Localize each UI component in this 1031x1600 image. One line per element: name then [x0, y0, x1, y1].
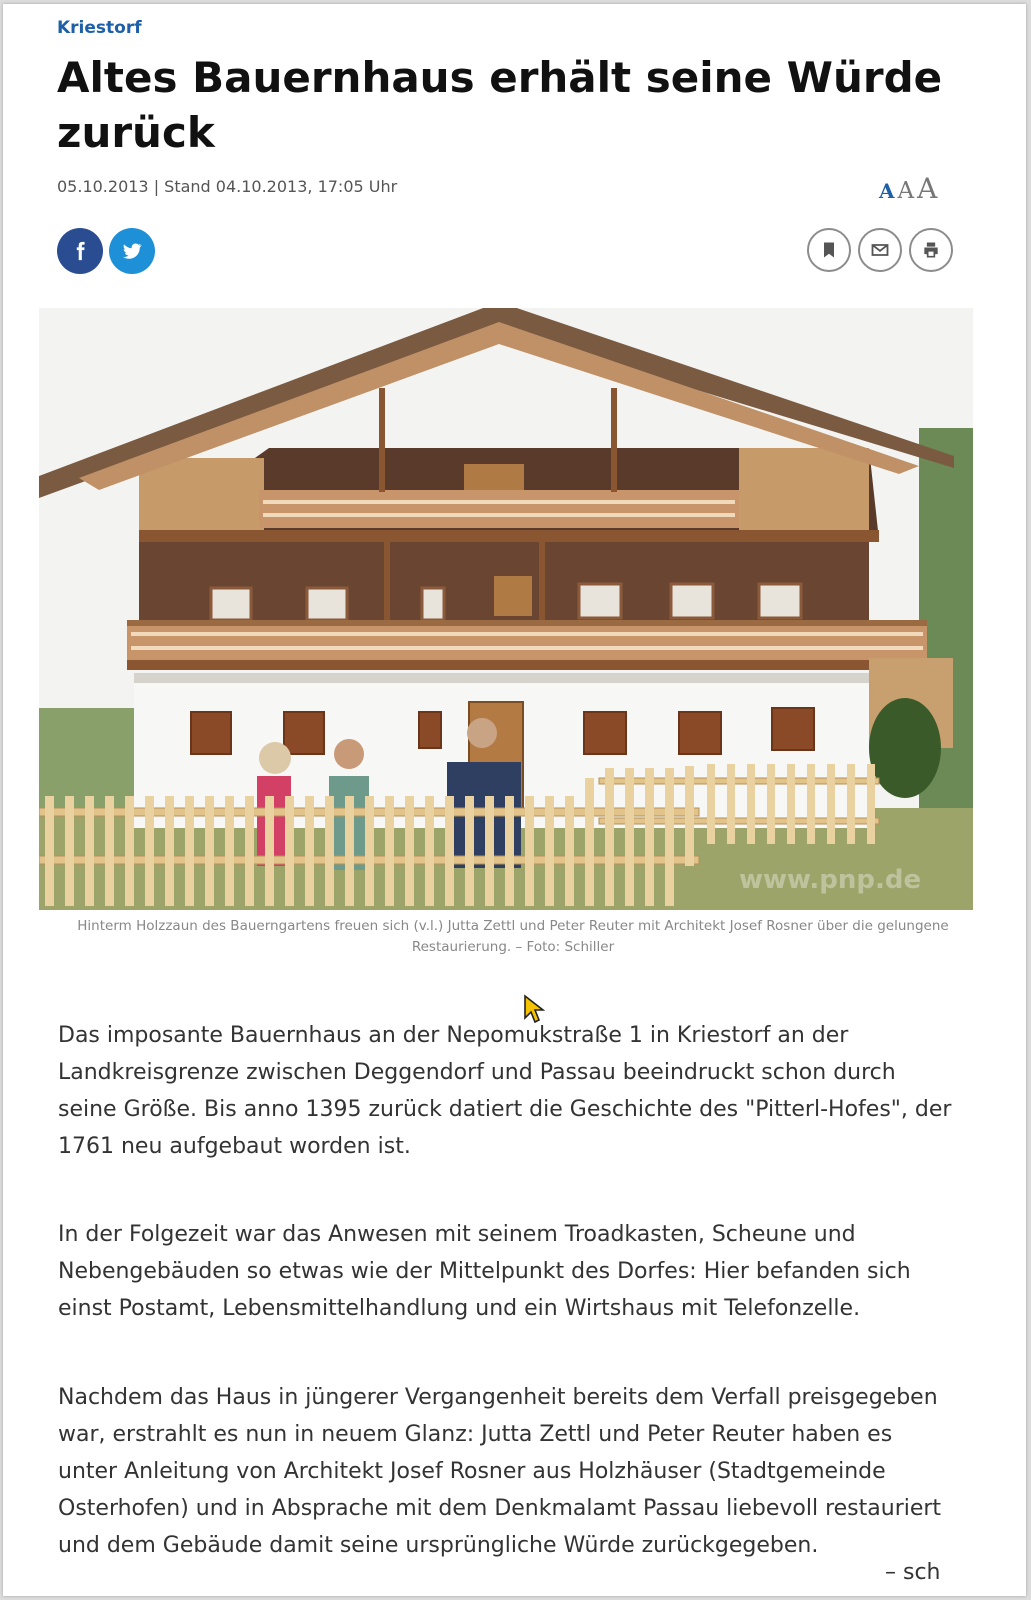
font-size-large-button[interactable]: A: [917, 172, 938, 205]
photo-caption: Hinterm Holzzaun des Bauerngartens freuen sich (v.l.) Jutta Zettl und Peter Reuter mit Architekt Josef Rosner über die gelungene Restaurierung. – Foto: Schiller: [77, 918, 949, 955]
print-button[interactable]: [909, 228, 953, 272]
twitter-icon: [121, 240, 143, 262]
farmhouse-photo: [39, 308, 973, 910]
font-size-controls: [879, 172, 937, 205]
facebook-icon: [69, 240, 91, 262]
bookmark-icon: [819, 240, 839, 260]
article-dateline: 05.10.2013 | Stand 04.10.2013, 17:05 Uhr: [57, 177, 398, 196]
article-kicker[interactable]: Kriestorf: [57, 18, 142, 38]
twitter-share-button[interactable]: [109, 228, 155, 274]
mail-button[interactable]: [858, 228, 902, 272]
photo-watermark: www.pnp.de: [739, 865, 922, 895]
mail-icon: [870, 240, 890, 260]
article-photo: [39, 308, 973, 910]
article-paragraph-2: In der Folgezeit war das Anwesen mit seinem Troadkasten, Scheune und Nebengebäuden so etwas wie der Mittelpunkt des Dorfes: Hier befanden sich einst Postamt, Lebensmittelhandlung und ein Wirtshaus mit Telefonzelle.: [58, 1222, 911, 1321]
print-icon: [921, 240, 941, 260]
article-page: [3, 4, 1026, 1596]
article-paragraph-3: Nachdem das Haus in jüngerer Vergangenheit bereits dem Verfall preisgegeben war, erstrahlt es nun in neuem Glanz: Jutta Zettl und Peter Reuter haben es unter Anleitung von Architekt Josef Rosner aus Holzhäuser (Stadtgemeinde Osterhofen) und in Absprache mit dem Denkmalamt Passau liebevoll restauriert und dem Gebäude damit seine ursprüngliche Würde zurückgegeben.: [58, 1385, 942, 1558]
article-headline: Altes Bauernhaus erhält seine Würde zurück: [57, 53, 943, 157]
bookmark-button[interactable]: [807, 228, 851, 272]
font-size-medium-button[interactable]: A: [897, 178, 915, 204]
facebook-share-button[interactable]: [57, 228, 103, 274]
article-author: – sch: [885, 1560, 941, 1585]
article-paragraph-1: Das imposante Bauernhaus an der Nepomukstraße 1 in Kriestorf an der Landkreisgrenze zwischen Deggendorf und Passau beeindruckt schon durch seine Größe. Bis anno 1395 zurück datiert die Geschichte des "Pitterl-Hofes", der 1761 neu aufgebaut worden ist.: [58, 1023, 952, 1159]
font-size-small-button[interactable]: A: [879, 179, 895, 203]
